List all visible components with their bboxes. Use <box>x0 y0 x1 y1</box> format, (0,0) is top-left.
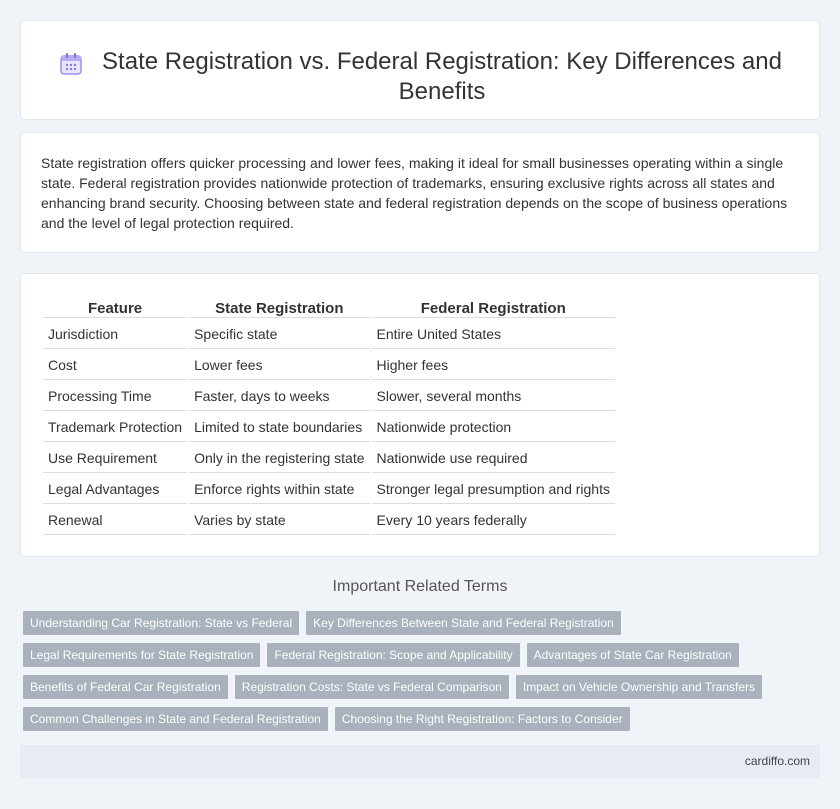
column-header-feature: Feature <box>43 296 187 318</box>
table-row <box>43 351 615 380</box>
related-term-tag[interactable]: Registration Costs: State vs Federal Comparison <box>235 675 509 699</box>
table-cell: Faster, days to weeks <box>189 382 369 411</box>
table-cell: Entire United States <box>372 320 615 349</box>
table-row <box>43 320 615 349</box>
table-cell: Jurisdiction <box>43 320 187 349</box>
table-cell: Processing Time <box>43 382 187 411</box>
table-cell: Specific state <box>189 320 369 349</box>
table-row <box>43 413 615 442</box>
table-row <box>43 475 615 504</box>
calendar-icon <box>58 51 84 77</box>
table-cell: Trademark Protection <box>43 413 187 442</box>
table-cell: Slower, several months <box>372 382 615 411</box>
related-terms-tags <box>23 611 823 739</box>
table-cell: Lower fees <box>189 351 369 380</box>
related-term-tag[interactable]: Benefits of Federal Car Registration <box>23 675 228 699</box>
tag-row <box>23 643 823 667</box>
table-cell: Nationwide use required <box>372 444 615 473</box>
table-cell: Nationwide protection <box>372 413 615 442</box>
table-cell: Legal Advantages <box>43 475 187 504</box>
table-cell: Higher fees <box>372 351 615 380</box>
table-cell: Stronger legal presumption and rights <box>372 475 615 504</box>
page-title: State Registration vs. Federal Registration: Key Differences and Benefits <box>102 48 782 105</box>
table-header-row <box>43 296 615 318</box>
table-cell: Every 10 years federally <box>372 506 615 535</box>
table-row <box>43 444 615 473</box>
tag-row <box>23 707 823 731</box>
summary-card <box>20 132 820 253</box>
table-cell: Varies by state <box>189 506 369 535</box>
related-term-tag[interactable]: Federal Registration: Scope and Applicability <box>267 643 519 667</box>
related-term-tag[interactable]: Legal Requirements for State Registration <box>23 643 260 667</box>
header-card <box>20 20 820 120</box>
table-cell: Enforce rights within state <box>189 475 369 504</box>
table-cell: Only in the registering state <box>189 444 369 473</box>
table-cell: Cost <box>43 351 187 380</box>
table-row <box>43 382 615 411</box>
related-term-tag[interactable]: Impact on Vehicle Ownership and Transfers <box>516 675 762 699</box>
related-terms-title: Important Related Terms <box>332 578 508 595</box>
related-term-tag[interactable]: Key Differences Between State and Federal Registration <box>306 611 621 635</box>
footer-site-link[interactable]: cardiffo.com <box>744 754 810 768</box>
comparison-table <box>41 294 617 537</box>
column-header-state: State Registration <box>189 296 369 318</box>
related-term-tag[interactable]: Understanding Car Registration: State vs Federal <box>23 611 299 635</box>
column-header-federal: Federal Registration <box>372 296 615 318</box>
table-cell: Renewal <box>43 506 187 535</box>
comparison-table-card <box>20 273 820 557</box>
summary-text: State registration offers quicker processing and lower fees, making it ideal for small businesses operating within a single state. Federal registration provides nationwide protection of trademarks, ensuring exclusive rights across all states and enhancing brand security. Choosing between state and federal registration depends on the scope of business operations and the level of legal protection required. <box>41 155 788 231</box>
table-row <box>43 506 615 535</box>
related-term-tag[interactable]: Advantages of State Car Registration <box>527 643 739 667</box>
table-cell: Limited to state boundaries <box>189 413 369 442</box>
table-cell: Use Requirement <box>43 444 187 473</box>
related-term-tag[interactable]: Common Challenges in State and Federal Registration <box>23 707 328 731</box>
tag-row <box>23 675 823 699</box>
tag-row <box>23 611 823 635</box>
footer <box>20 745 820 778</box>
related-term-tag[interactable]: Choosing the Right Registration: Factors to Consider <box>335 707 630 731</box>
